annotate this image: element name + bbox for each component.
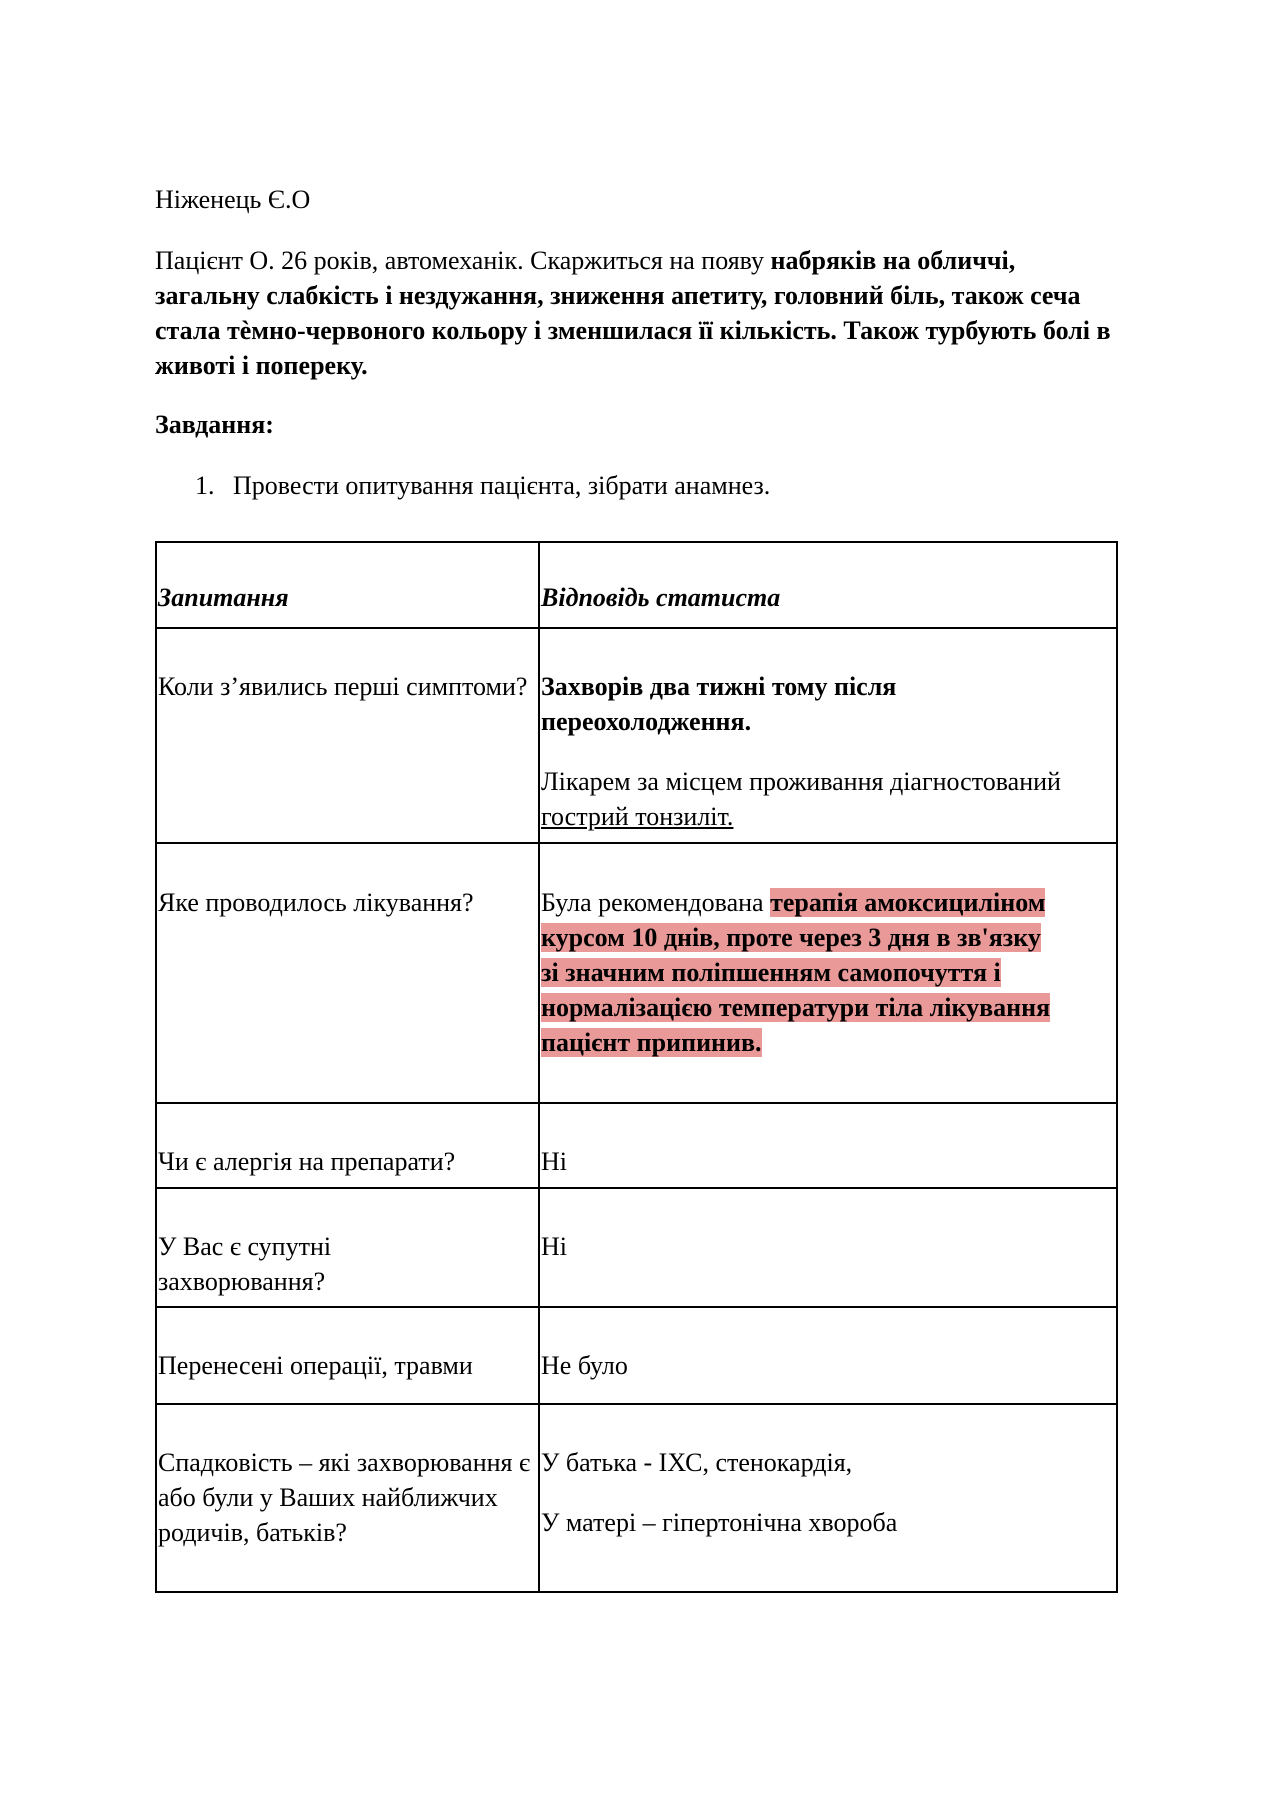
- question-text: Коли з’явились перші симптоми?: [158, 672, 528, 701]
- answer-cell: [539, 1188, 1117, 1307]
- question-text: Чи є алергія на препарати?: [158, 1147, 456, 1176]
- answer-text: Не було: [541, 1351, 628, 1380]
- table-row: [156, 628, 1117, 843]
- task-item-text: Провести опитування пацієнта, зібрати анамнез.: [233, 471, 771, 500]
- answer-cell: [539, 628, 1117, 843]
- table-row: [156, 1307, 1117, 1404]
- answer-text: Ні: [541, 1147, 567, 1176]
- question-cell: [156, 1188, 539, 1307]
- case-intro: Пацієнт О. 26 років, автомеханік. Скаржиться на появу: [155, 246, 771, 275]
- header-question: Запитання: [158, 583, 289, 612]
- answer-highlighted-text: терапія амоксициліном курсом 10 днів, проте через 3 дня в зв'язку зі значним поліпшенням самопочуття і нормалізацією температури тіла лікування пацієнт припинив.: [541, 888, 1051, 1057]
- header-answer-cell: [539, 542, 1117, 628]
- answer-mother: У матері – гіпертонічна хвороба: [541, 1508, 898, 1537]
- table-row: [156, 1404, 1117, 1592]
- answer-text: Ні: [541, 1232, 567, 1261]
- question-text: Яке проводилось лікування?: [158, 888, 474, 917]
- author-name: Ніженець Є.О: [155, 185, 311, 214]
- question-cell: [156, 843, 539, 1103]
- answer-diagnosis: [541, 764, 1112, 834]
- task-item: [195, 469, 770, 503]
- answer-plain-text: Була рекомендована: [541, 888, 771, 917]
- answer-father: У батька - ІХС, стенокардія,: [541, 1448, 853, 1477]
- question-text: Перенесені операції, травми: [158, 1351, 473, 1380]
- answer-bold-text: Захворів два тижні тому після переохолодження.: [541, 672, 897, 736]
- task-list: [195, 469, 770, 503]
- answer-cell: [539, 1103, 1117, 1188]
- question-text: У Вас є супутні захворювання?: [158, 1232, 332, 1296]
- answer-cell: [539, 843, 1117, 1103]
- table-row: [156, 843, 1117, 1103]
- header-answer: Відповідь статиста: [541, 583, 781, 612]
- case-complaints: набряків на обличчі, загальну слабкість і нездужання, зниження апетиту, головний біль, також сеча стала тѐмно-червоного кольору і зменшилася її кількість. Також турбують болі в животі і попереку.: [155, 246, 1111, 380]
- answer-content: [540, 1405, 1116, 1540]
- question-text: Спадковість – які захворювання є або були у Ваших найближчих родичів, батьків?: [158, 1448, 531, 1547]
- answer-cell: [539, 1307, 1117, 1404]
- header-question-cell: [156, 542, 539, 628]
- question-cell: [156, 1307, 539, 1404]
- case-description: [155, 243, 1115, 383]
- answer-cell: [539, 1404, 1117, 1592]
- question-cell: [156, 628, 539, 843]
- question-cell: [156, 1404, 539, 1592]
- anamnesis-table: [155, 541, 1118, 1593]
- question-cell: [156, 1103, 539, 1188]
- task-item-number: 1.: [195, 471, 215, 500]
- answer-diagnosis-text: Лікарем за місцем проживання діагностований: [541, 767, 1061, 796]
- answer-content: [540, 844, 1116, 1060]
- table-row: [156, 1188, 1117, 1307]
- answer-diagnosis-underlined: гострий тонзиліт.: [541, 802, 734, 831]
- answer-content: [540, 629, 1116, 834]
- task-heading: Завдання:: [155, 410, 274, 439]
- table-header-row: [156, 542, 1117, 628]
- table-row: [156, 1103, 1117, 1188]
